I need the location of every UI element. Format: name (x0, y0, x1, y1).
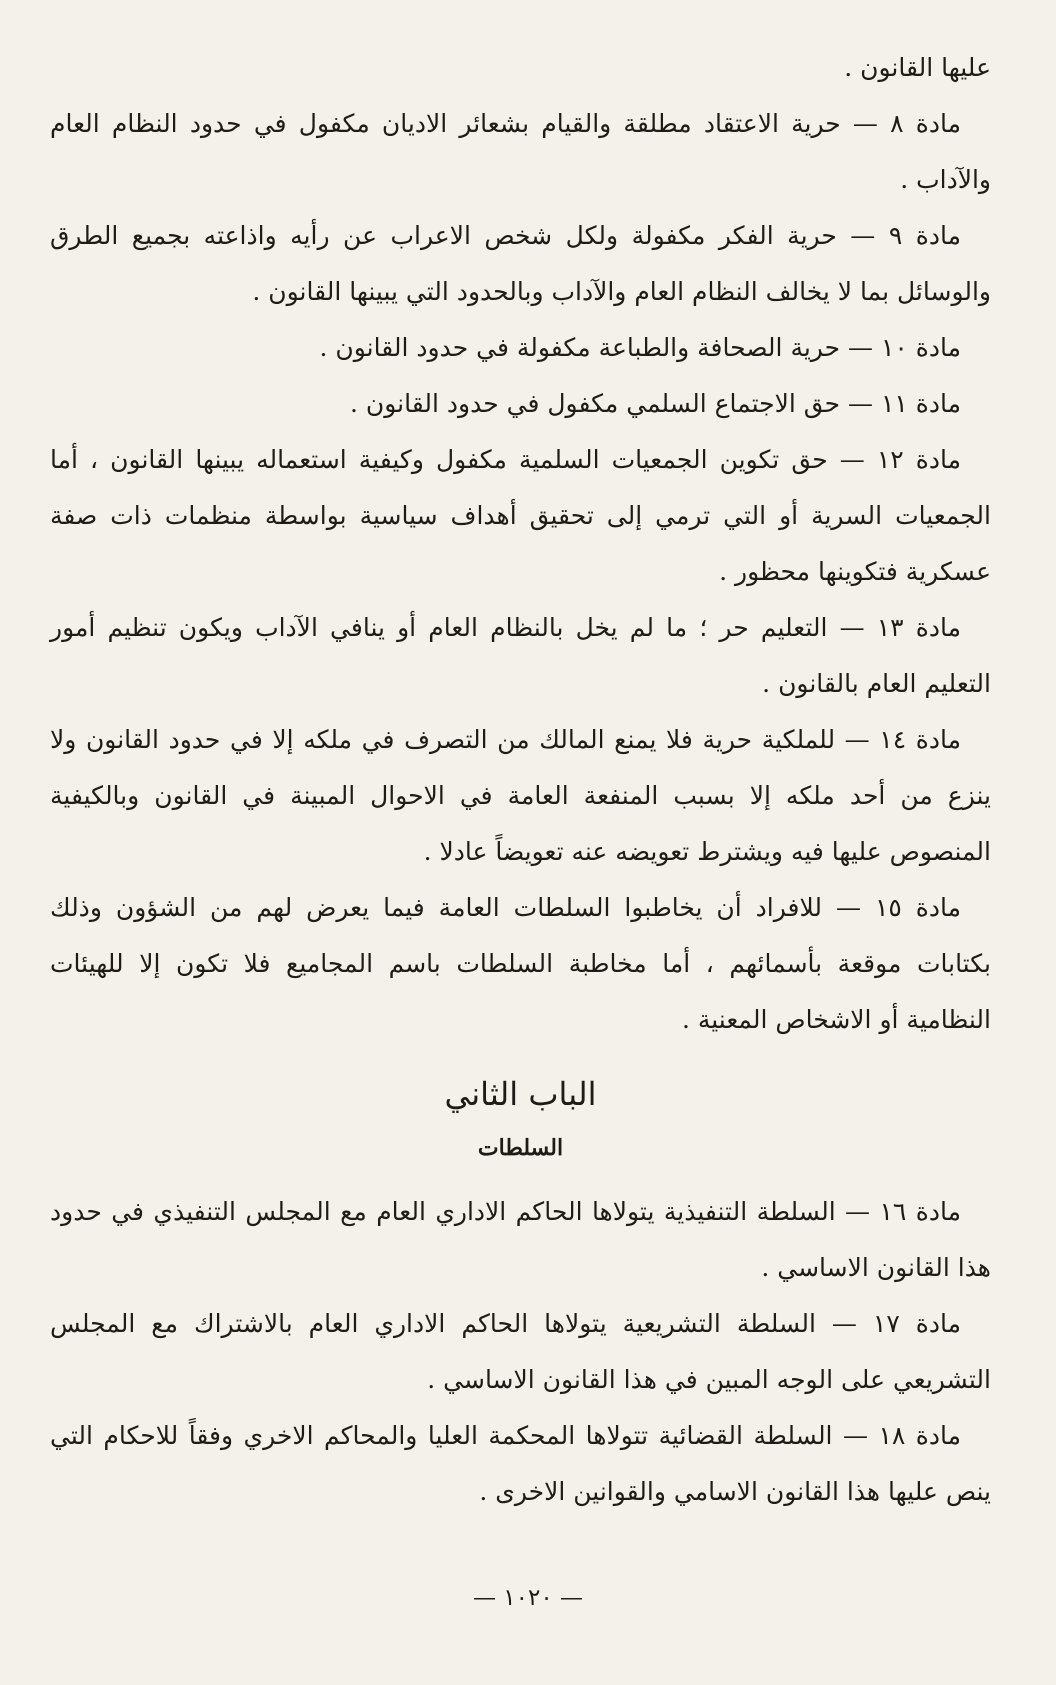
article-9: مادة ٩ — حرية الفكر مكفولة ولكل شخص الاعراب عن رأيه واذاعته بجميع الطرق والوسائل بما لا يخالف النظام العام والآداب وبالحدود التي يبينها القانون . (50, 221, 991, 306)
article-12: مادة ١٢ — حق تكوين الجمعيات السلمية مكفول وكيفية استعماله يبينها القانون ، أما الجمعيات السرية أو التي ترمي إلى تحقيق أهداف سياسية بواسطة منظمات ذات صفة عسكرية فتكوينها محظور . (50, 445, 991, 586)
document-body (50, 40, 991, 1520)
article-10: مادة ١٠ — حرية الصحافة والطباعة مكفولة في حدود القانون . (319, 333, 961, 362)
article-16: مادة ١٦ — السلطة التنفيذية يتولاها الحاكم الاداري العام مع المجلس التنفيذي في حدود هذا القانون الاساسي . (50, 1197, 991, 1282)
chapter-heading: الباب الثاني (444, 1075, 597, 1113)
article-13: مادة ١٣ — التعليم حر ؛ ما لم يخل بالنظام العام أو ينافي الآداب ويكون تنظيم أمور التعليم العام بالقانون . (50, 613, 991, 698)
article-14: مادة ١٤ — للملكية حرية فلا يمنع المالك من التصرف في ملكه إلا في حدود القانون ولا ينزع من أحد ملكه إلا بسبب المنفعة العامة في الاحوال المبينة في القانون وبالكيفية المنصوص عليها فيه ويشترط تعويضه عنه تعويضاً عادلا . (50, 725, 991, 866)
article-17: مادة ١٧ — السلطة التشريعية يتولاها الحاكم الاداري العام بالاشتراك مع المجلس التشريعي على الوجه المبين في هذا القانون الاساسي . (50, 1309, 991, 1394)
page-number: — ١٠٢٠ — (472, 1585, 584, 1611)
chapter-subheading: السلطات (477, 1135, 564, 1161)
article-8: مادة ٨ — حرية الاعتقاد مطلقة والقيام بشعائر الاديان مكفول في حدود النظام العام والآداب . (50, 109, 991, 194)
article-11: مادة ١١ — حق الاجتماع السلمي مكفول في حدود القانون . (350, 389, 961, 418)
paragraph-continuation: عليها القانون . (844, 53, 991, 82)
article-18: مادة ١٨ — السلطة القضائية تتولاها المحكمة العليا والمحاكم الاخري وفقاً للاحكام التي ينص عليها هذا القانون الاسامي والقوانين الاخرى . (50, 1421, 991, 1506)
article-15: مادة ١٥ — للافراد أن يخاطبوا السلطات العامة فيما يعرض لهم من الشؤون وذلك بكتابات موقعة بأسمائهم ، أما مخاطبة السلطات باسم المجاميع فلا تكون إلا للهيئات النظامية أو الاشخاص المعنية . (50, 893, 991, 1034)
